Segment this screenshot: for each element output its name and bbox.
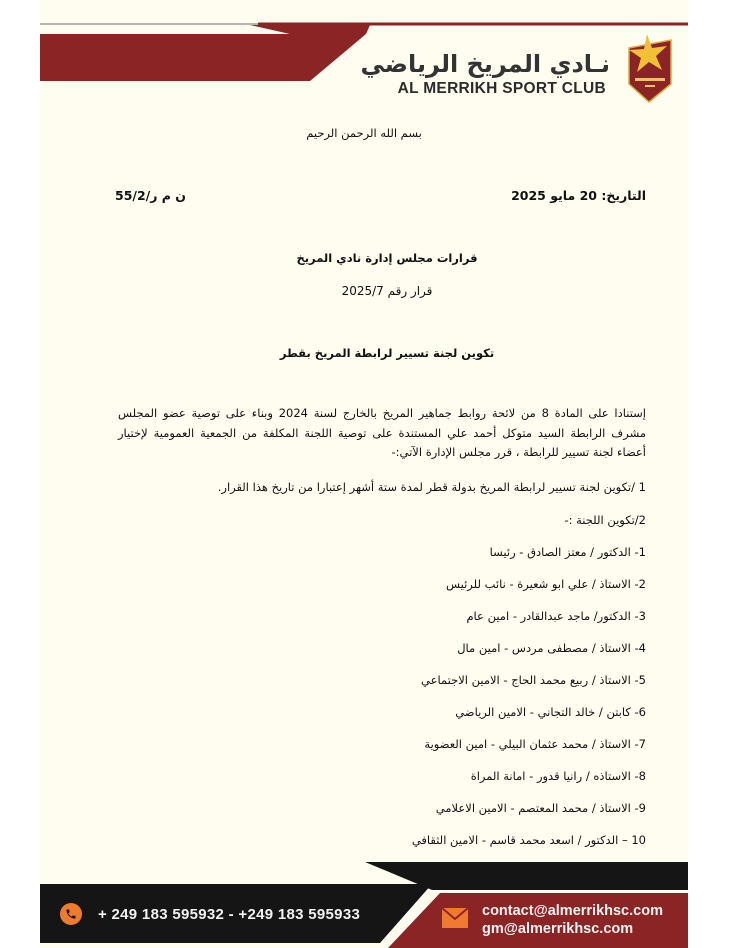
club-name-arabic: نـادي المريخ الرياضي — [360, 50, 610, 78]
clause-1: 1 /تكوين لجنة تسيير لرابطة المريخ بدولة قطر لمدة ستة أشهر إعتبارا من تاريخ هذا القرار. — [217, 480, 646, 494]
clause-2: 2/تكوين اللجنة :- — [564, 513, 646, 527]
member-item: 6- كابتن / خالد التجاني - الامين الرياضي — [455, 705, 646, 719]
member-item: 3- الدكتور/ ماجد عبدالقادر - امين عام — [466, 609, 646, 623]
email-gm[interactable]: gm@almerrikhsc.com — [482, 921, 634, 937]
star-shield-logo-icon — [625, 32, 675, 104]
club-name-english: AL MERRIKH SPORT CLUB — [397, 80, 606, 97]
phone-icon — [60, 903, 82, 925]
decision-number: قرار رقم 2025/7 — [341, 284, 433, 298]
member-item: 10 – الدكتور / اسعد محمد قاسم - الامين الثقافي — [411, 833, 646, 847]
envelope-icon — [442, 908, 468, 928]
reference-number: ن م ر/55/2 — [115, 188, 186, 203]
document-title: قرارات مجلس إدارة نادي المريخ — [296, 251, 478, 265]
date-label: التاريخ: 20 مايو 2025 — [511, 188, 646, 203]
member-item: 4- الاستاذ / مصطفى مردس - امين مال — [457, 641, 646, 655]
email-contact[interactable]: contact@almerrikhsc.com — [482, 903, 663, 919]
member-item: 9- الاستاذ / محمد المعتصم - الامين الاعلامي — [435, 801, 646, 815]
letterhead-page — [40, 0, 688, 948]
member-item: 8- الاستاذه / رانيا قدور - امانة المراة — [470, 769, 646, 783]
member-item: 1- الدكتور / معتز الصادق - رئيسا — [489, 545, 646, 559]
member-item: 2- الاستاذ / علي ابو شعيرة - نائب للرئيس — [445, 577, 646, 591]
member-item: 7- الاستاذ / محمد عثمان البيلي - امين العضوية — [424, 737, 646, 751]
preamble-paragraph: إستنادا على المادة 8 من لائحة روابط جماهير المريخ بالخارج لسنة 2024 وبناء على توصية عضو المجلس مشرف الرابطة السيد متوكل أحمد علي المستندة على توصية اللجنة المكلفة من الجمعية العمومية لإختيار أعضاء لجنة تسيير للرابطة ، قرر مجلس الإدارة الآتي:- — [118, 406, 647, 459]
decision-subject: تكوين لجنة تسيير لرابطة المريخ بقطر — [279, 346, 495, 360]
phone-numbers: + 249 183 595932 - +249 183 595933 — [98, 906, 361, 923]
basmala: بسم الله الرحمن الرحيم — [306, 126, 422, 140]
member-item: 5- الاستاذ / ربيع محمد الحاج - الامين الاجتماعي — [421, 673, 646, 687]
